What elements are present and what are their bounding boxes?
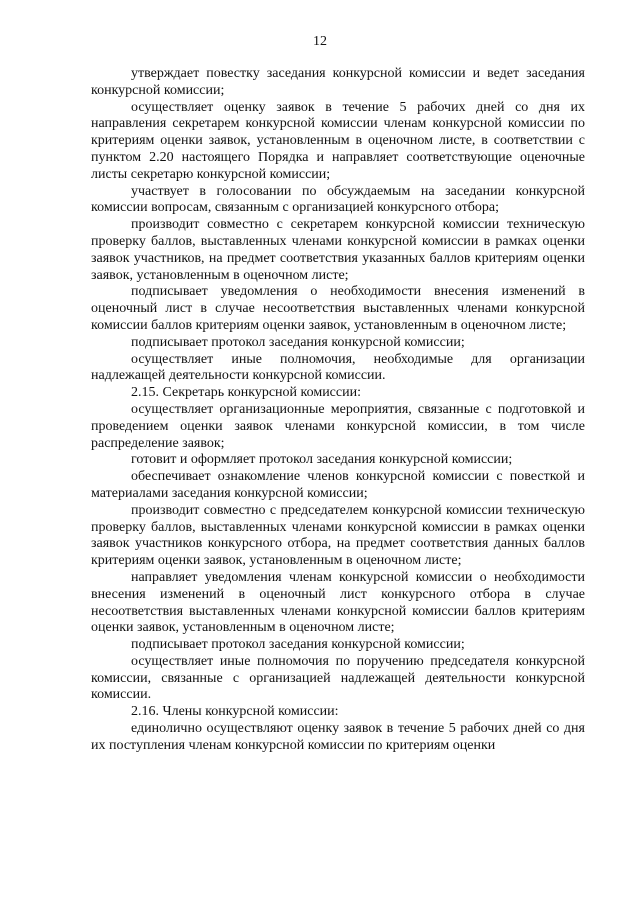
section-heading-2-15: 2.15. Секретарь конкурсной комиссии: [131, 385, 361, 401]
paragraph: подписывает протокол заседания конкурсной комиссии; [131, 637, 465, 653]
paragraph: единолично осуществляют оценку заявок в течение 5 рабочих дней со дня их поступления членам конкурсной комиссии по критериям оценки [91, 721, 585, 753]
paragraph: готовит и оформляет протокол заседания конкурсной комиссии; [131, 452, 513, 468]
paragraph: подписывает уведомления о необходимости внесения изменений в оценочный лист в случае несоответствия выставленных членами конкурсной комиссии баллов критериям оценки заявок, установленным в оценочном листе; [91, 284, 585, 333]
paragraph: направляет уведомления членам конкурсной комиссии о необходимости внесения изменений в оценочный лист конкурсного отбора в случае несоответствия выставленных членами конкурсной комиссии баллов критериям оценки заявок, установленным в оценочном листе; [91, 569, 585, 636]
section-heading-2-16: 2.16. Члены конкурсной комиссии: [131, 704, 339, 720]
paragraph: производит совместно с секретарем конкурсной комиссии техническую проверку баллов, выставленных членами конкурсной комиссии в рамках оценки заявок участников, на предмет соответствия указанных баллов критериям оценки заявок, установленным в оценочном листе; [91, 217, 585, 283]
paragraph: производит совместно с председателем конкурсной комиссии техническую проверку баллов, выставленных членами конкурсной комиссии в рамках оценки заявок участников конкурсного отбора, на предмет соответствия данных баллов критериям оценки заявок, установленным в оценочном листе; [91, 502, 585, 569]
paragraph: осуществляет иные полномочия по поручению председателя конкурсной комиссии, связанные с организацией надлежащей деятельности конкурсной комиссии. [91, 653, 585, 703]
paragraph: осуществляет оценку заявок в течение 5 рабочих дней со дня их направления секретарем конкурсной комиссии членам конкурсной комиссии по критериям оценки заявок, установленным в оценочном листе, в соответствии с пунктом 2.20 настоящего Порядка и направляет соответствующие оценочные листы секретарю конкурсной комиссии; [91, 99, 585, 182]
paragraph: осуществляет организационные мероприятия, связанные с подготовкой и проведением оценки заявок членами конкурсной комиссии, в том числе распределение заявок; [91, 401, 585, 451]
page-number: 12 [313, 34, 327, 49]
paragraph: участвует в голосовании по обсуждаемым на заседании конкурсной комиссии вопросам, связанным с организацией конкурсного отбора; [91, 183, 585, 216]
paragraph: утверждает повестку заседания конкурсной комиссии и ведет заседания конкурсной комиссии; [91, 66, 585, 98]
paragraph: подписывает протокол заседания конкурсной комиссии; [131, 334, 465, 350]
paragraph: осуществляет иные полномочия, необходимые для организации надлежащей деятельности конкурсной комиссии. [91, 351, 585, 384]
paragraph: обеспечивает ознакомление членов конкурсной комиссии с повесткой и материалами заседания конкурсной комиссии; [91, 469, 585, 501]
document-body [91, 66, 585, 755]
